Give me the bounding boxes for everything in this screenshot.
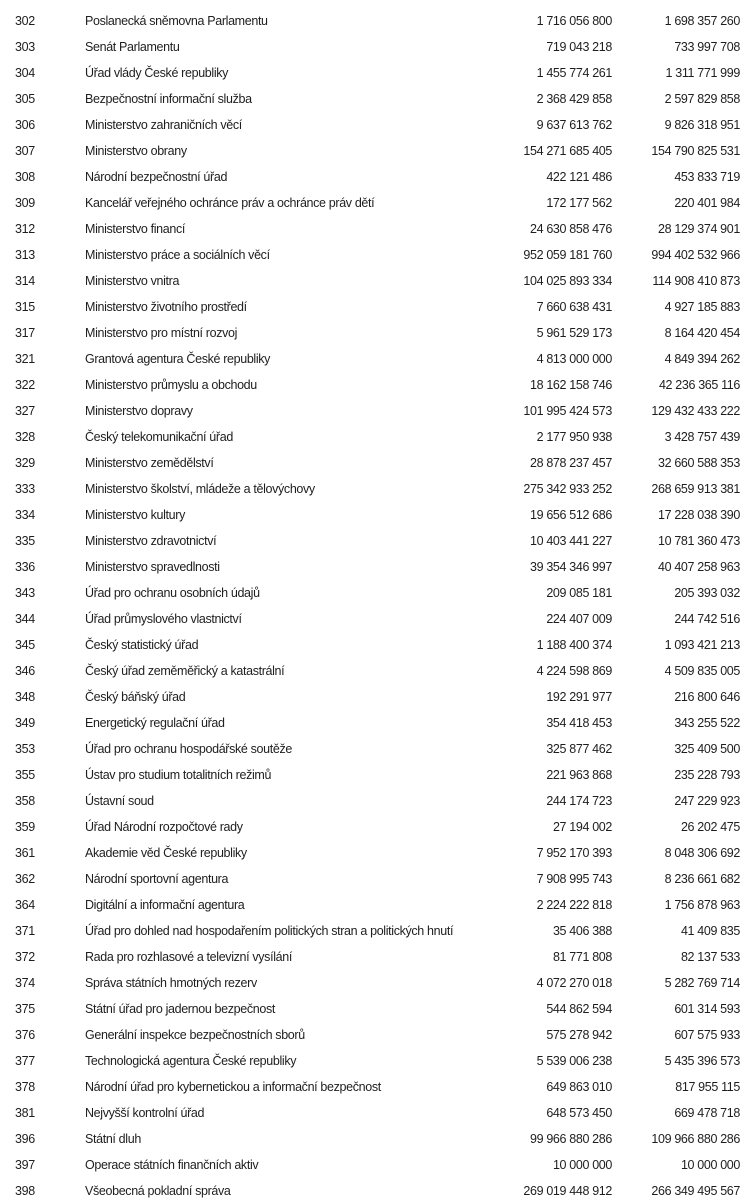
chapter-name: Ministerstvo zahraničních věcí [85, 118, 242, 132]
amount-column-1: 9 637 613 762 [536, 118, 612, 132]
chapter-name: Ministerstvo práce a sociálních věcí [85, 248, 270, 262]
amount-column-2: 244 742 516 [674, 612, 740, 626]
budget-table [0, 8, 750, 1204]
chapter-code: 322 [15, 378, 35, 392]
amount-column-2: 235 228 793 [674, 768, 740, 782]
chapter-name: Ústav pro studium totalitních režimů [85, 768, 272, 782]
chapter-code: 314 [15, 274, 35, 288]
chapter-code: 361 [15, 846, 35, 860]
table-row [0, 112, 750, 138]
amount-column-2: 8 164 420 454 [664, 326, 740, 340]
amount-column-1: 39 354 346 997 [530, 560, 612, 574]
amount-column-1: 269 019 448 912 [523, 1184, 612, 1198]
amount-column-2: 26 202 475 [680, 820, 740, 834]
amount-column-2: 8 236 661 682 [664, 872, 740, 886]
amount-column-2: 8 048 306 692 [664, 846, 740, 860]
chapter-code: 321 [15, 352, 35, 366]
table-row [0, 762, 750, 788]
table-row [0, 34, 750, 60]
amount-column-2: 994 402 532 966 [651, 248, 740, 262]
chapter-code: 396 [15, 1132, 35, 1146]
chapter-code: 381 [15, 1106, 35, 1120]
amount-column-1: 649 863 010 [546, 1080, 612, 1094]
chapter-code: 355 [15, 768, 35, 782]
chapter-code: 372 [15, 950, 35, 964]
chapter-name: Ministerstvo zemědělství [85, 456, 214, 470]
amount-column-2: 268 659 913 381 [651, 482, 740, 496]
table-row [0, 268, 750, 294]
chapter-code: 315 [15, 300, 35, 314]
chapter-name: Ministerstvo životního prostředí [85, 300, 247, 314]
amount-column-1: 325 877 462 [546, 742, 612, 756]
chapter-name: Úřad Národní rozpočtové rady [85, 820, 243, 834]
chapter-name: Úřad pro ochranu osobních údajů [85, 586, 260, 600]
amount-column-1: 35 406 388 [552, 924, 612, 938]
amount-column-1: 154 271 685 405 [523, 144, 612, 158]
chapter-code: 349 [15, 716, 35, 730]
chapter-name: Grantová agentura České republiky [85, 352, 271, 366]
table-row [0, 632, 750, 658]
amount-column-2: 1 756 878 963 [664, 898, 740, 912]
table-row [0, 1126, 750, 1152]
chapter-code: 304 [15, 66, 35, 80]
table-row [0, 1048, 750, 1074]
table-row [0, 554, 750, 580]
table-row [0, 658, 750, 684]
amount-column-2: 109 966 880 286 [651, 1132, 740, 1146]
chapter-code: 345 [15, 638, 35, 652]
amount-column-2: 247 229 923 [674, 794, 740, 808]
table-row [0, 606, 750, 632]
chapter-name: Národní sportovní agentura [85, 872, 229, 886]
chapter-code: 335 [15, 534, 35, 548]
chapter-name: Úřad pro dohled nad hospodařením politických stran a politických hnutí [85, 924, 454, 938]
table-row [0, 710, 750, 736]
table-row [0, 86, 750, 112]
chapter-name: Ministerstvo průmyslu a obchodu [85, 378, 257, 392]
table-row [0, 1100, 750, 1126]
chapter-name: Generální inspekce bezpečnostních sborů [85, 1028, 305, 1042]
amount-column-1: 422 121 486 [546, 170, 612, 184]
amount-column-2: 9 826 318 951 [664, 118, 740, 132]
amount-column-2: 1 093 421 213 [664, 638, 740, 652]
amount-column-2: 607 575 933 [674, 1028, 740, 1042]
amount-column-1: 209 085 181 [546, 586, 612, 600]
chapter-name: Kancelář veřejného ochránce práv a ochránce práv dětí [85, 196, 375, 210]
table-row [0, 476, 750, 502]
chapter-code: 376 [15, 1028, 35, 1042]
table-row [0, 450, 750, 476]
table-row [0, 1074, 750, 1100]
table-row [0, 346, 750, 372]
chapter-code: 358 [15, 794, 35, 808]
amount-column-1: 7 660 638 431 [536, 300, 612, 314]
table-row [0, 1152, 750, 1178]
table-row [0, 814, 750, 840]
amount-column-2: 154 790 825 531 [651, 144, 740, 158]
amount-column-2: 4 509 835 005 [664, 664, 740, 678]
amount-column-2: 114 908 410 873 [652, 274, 740, 288]
chapter-name: Ministerstvo financí [85, 222, 185, 236]
amount-column-2: 216 800 646 [674, 690, 740, 704]
chapter-name: Digitální a informační agentura [85, 898, 245, 912]
amount-column-1: 2 368 429 858 [536, 92, 612, 106]
amount-column-1: 104 025 893 334 [523, 274, 612, 288]
amount-column-2: 325 409 500 [674, 742, 740, 756]
table-row [0, 840, 750, 866]
table-row [0, 138, 750, 164]
table-row [0, 970, 750, 996]
chapter-name: Český úřad zeměměřický a katastrální [85, 664, 285, 678]
chapter-code: 348 [15, 690, 35, 704]
amount-column-2: 5 282 769 714 [664, 976, 740, 990]
amount-column-1: 192 291 977 [546, 690, 612, 704]
amount-column-1: 1 188 400 374 [536, 638, 612, 652]
chapter-name: Ministerstvo zdravotnictví [85, 534, 217, 548]
amount-column-2: 129 432 433 222 [651, 404, 740, 418]
amount-column-2: 601 314 593 [674, 1002, 740, 1016]
amount-column-2: 4 927 185 883 [664, 300, 740, 314]
amount-column-1: 172 177 562 [546, 196, 612, 210]
chapter-code: 333 [15, 482, 35, 496]
chapter-name: Ministerstvo obrany [85, 144, 187, 158]
chapter-name: Technologická agentura České republiky [85, 1054, 297, 1068]
chapter-name: Ústavní soud [85, 794, 154, 808]
chapter-code: 375 [15, 1002, 35, 1016]
amount-column-1: 19 656 512 686 [530, 508, 612, 522]
chapter-name: Úřad vlády České republiky [85, 66, 229, 80]
amount-column-2: 32 660 588 353 [658, 456, 740, 470]
table-row [0, 372, 750, 398]
chapter-code: 317 [15, 326, 35, 340]
amount-column-2: 17 228 038 390 [658, 508, 740, 522]
chapter-name: Nejvyšší kontrolní úřad [85, 1106, 205, 1120]
chapter-code: 353 [15, 742, 35, 756]
table-row [0, 1022, 750, 1048]
chapter-code: 371 [15, 924, 35, 938]
table-row [0, 502, 750, 528]
amount-column-1: 99 966 880 286 [530, 1132, 612, 1146]
table-row [0, 294, 750, 320]
amount-column-2: 10 000 000 [680, 1158, 740, 1172]
chapter-code: 336 [15, 560, 35, 574]
chapter-name: Ministerstvo pro místní rozvoj [85, 326, 238, 340]
chapter-name: Poslanecká sněmovna Parlamentu [85, 14, 268, 28]
amount-column-2: 41 409 835 [680, 924, 740, 938]
amount-column-2: 28 129 374 901 [658, 222, 740, 236]
amount-column-1: 5 961 529 173 [536, 326, 612, 340]
amount-column-2: 42 236 365 116 [658, 378, 740, 392]
amount-column-2: 266 349 495 567 [651, 1184, 740, 1198]
chapter-code: 378 [15, 1080, 35, 1094]
amount-column-2: 2 597 829 858 [664, 92, 740, 106]
table-row [0, 242, 750, 268]
amount-column-1: 224 407 009 [546, 612, 612, 626]
table-row [0, 892, 750, 918]
chapter-name: Ministerstvo vnitra [85, 274, 180, 288]
amount-column-1: 275 342 933 252 [523, 482, 612, 496]
chapter-code: 305 [15, 92, 35, 106]
chapter-code: 309 [15, 196, 35, 210]
table-row [0, 996, 750, 1022]
chapter-name: Rada pro rozhlasové a televizní vysílání [85, 950, 292, 964]
chapter-code: 329 [15, 456, 35, 470]
chapter-code: 346 [15, 664, 35, 678]
amount-column-1: 1 455 774 261 [536, 66, 612, 80]
chapter-code: 303 [15, 40, 35, 54]
chapter-code: 344 [15, 612, 35, 626]
chapter-code: 307 [15, 144, 35, 158]
amount-column-1: 10 000 000 [552, 1158, 612, 1172]
amount-column-1: 719 043 218 [546, 40, 612, 54]
amount-column-1: 544 862 594 [546, 1002, 612, 1016]
chapter-code: 374 [15, 976, 35, 990]
amount-column-2: 733 997 708 [674, 40, 740, 54]
chapter-code: 377 [15, 1054, 35, 1068]
amount-column-2: 1 311 771 999 [665, 66, 740, 80]
amount-column-2: 817 955 115 [675, 1080, 740, 1094]
chapter-name: Správa státních hmotných rezerv [85, 976, 257, 990]
amount-column-1: 5 539 006 238 [536, 1054, 612, 1068]
chapter-name: Státní úřad pro jadernou bezpečnost [85, 1002, 275, 1016]
table-row [0, 190, 750, 216]
chapter-name: Úřad průmyslového vlastnictví [85, 612, 242, 626]
chapter-name: Český báňský úřad [85, 690, 186, 704]
table-row [0, 866, 750, 892]
amount-column-1: 27 194 002 [552, 820, 612, 834]
amount-column-1: 2 177 950 938 [536, 430, 612, 444]
table-row [0, 164, 750, 190]
amount-column-2: 82 137 533 [680, 950, 740, 964]
amount-column-1: 4 813 000 000 [536, 352, 612, 366]
amount-column-1: 18 162 158 746 [530, 378, 612, 392]
amount-column-2: 40 407 258 963 [658, 560, 740, 574]
table-row [0, 684, 750, 710]
amount-column-1: 101 995 424 573 [523, 404, 612, 418]
chapter-code: 302 [15, 14, 35, 28]
chapter-name: Úřad pro ochranu hospodářské soutěže [85, 742, 292, 756]
amount-column-1: 7 952 170 393 [536, 846, 612, 860]
chapter-name: Český statistický úřad [85, 638, 199, 652]
table-row [0, 580, 750, 606]
chapter-code: 362 [15, 872, 35, 886]
chapter-name: Bezpečnostní informační služba [85, 92, 252, 106]
amount-column-1: 24 630 858 476 [530, 222, 612, 236]
chapter-name: Akademie věd České republiky [85, 846, 247, 860]
chapter-code: 398 [15, 1184, 35, 1198]
table-row [0, 736, 750, 762]
table-row [0, 528, 750, 554]
table-row [0, 398, 750, 424]
amount-column-2: 3 428 757 439 [664, 430, 740, 444]
table-row [0, 216, 750, 242]
chapter-name: Senát Parlamentu [85, 40, 180, 54]
chapter-name: Operace státních finančních aktiv [85, 1158, 259, 1172]
table-row [0, 8, 750, 34]
amount-column-2: 343 255 522 [674, 716, 740, 730]
chapter-name: Státní dluh [85, 1132, 141, 1146]
amount-column-1: 221 963 868 [546, 768, 612, 782]
amount-column-1: 10 403 441 227 [530, 534, 612, 548]
amount-column-2: 205 393 032 [674, 586, 740, 600]
amount-column-1: 28 878 237 457 [530, 456, 612, 470]
chapter-code: 364 [15, 898, 35, 912]
amount-column-1: 1 716 056 800 [536, 14, 612, 28]
amount-column-2: 1 698 357 260 [664, 14, 740, 28]
table-row [0, 60, 750, 86]
chapter-code: 313 [15, 248, 35, 262]
amount-column-1: 2 224 222 818 [536, 898, 612, 912]
amount-column-2: 453 833 719 [674, 170, 740, 184]
amount-column-2: 220 401 984 [674, 196, 740, 210]
amount-column-1: 4 224 598 869 [536, 664, 612, 678]
table-row [0, 1178, 750, 1204]
table-row [0, 918, 750, 944]
amount-column-1: 244 174 723 [546, 794, 612, 808]
chapter-code: 343 [15, 586, 35, 600]
chapter-name: Ministerstvo kultury [85, 508, 185, 522]
amount-column-1: 81 771 808 [552, 950, 612, 964]
amount-column-2: 5 435 396 573 [664, 1054, 740, 1068]
chapter-code: 359 [15, 820, 35, 834]
chapter-code: 308 [15, 170, 35, 184]
chapter-code: 312 [15, 222, 35, 236]
chapter-name: Národní bezpečnostní úřad [85, 170, 228, 184]
table-row [0, 944, 750, 970]
chapter-name: Ministerstvo školství, mládeže a tělovýchovy [85, 482, 315, 496]
chapter-code: 306 [15, 118, 35, 132]
table-row [0, 320, 750, 346]
amount-column-1: 4 072 270 018 [536, 976, 612, 990]
amount-column-1: 7 908 995 743 [536, 872, 612, 886]
amount-column-1: 575 278 942 [546, 1028, 612, 1042]
chapter-name: Český telekomunikační úřad [85, 430, 233, 444]
amount-column-2: 4 849 394 262 [664, 352, 740, 366]
chapter-name: Všeobecná pokladní správa [85, 1184, 231, 1198]
amount-column-2: 10 781 360 473 [658, 534, 740, 548]
chapter-name: Ministerstvo spravedlnosti [85, 560, 220, 574]
amount-column-1: 952 059 181 760 [523, 248, 612, 262]
table-row [0, 788, 750, 814]
amount-column-1: 648 573 450 [546, 1106, 612, 1120]
chapter-code: 397 [15, 1158, 35, 1172]
amount-column-2: 669 478 718 [674, 1106, 740, 1120]
chapter-name: Energetický regulační úřad [85, 716, 225, 730]
chapter-code: 334 [15, 508, 35, 522]
chapter-code: 327 [15, 404, 35, 418]
table-row [0, 424, 750, 450]
amount-column-1: 354 418 453 [546, 716, 612, 730]
chapter-name: Národní úřad pro kybernetickou a informační bezpečnost [85, 1080, 381, 1094]
chapter-code: 328 [15, 430, 35, 444]
chapter-name: Ministerstvo dopravy [85, 404, 193, 418]
